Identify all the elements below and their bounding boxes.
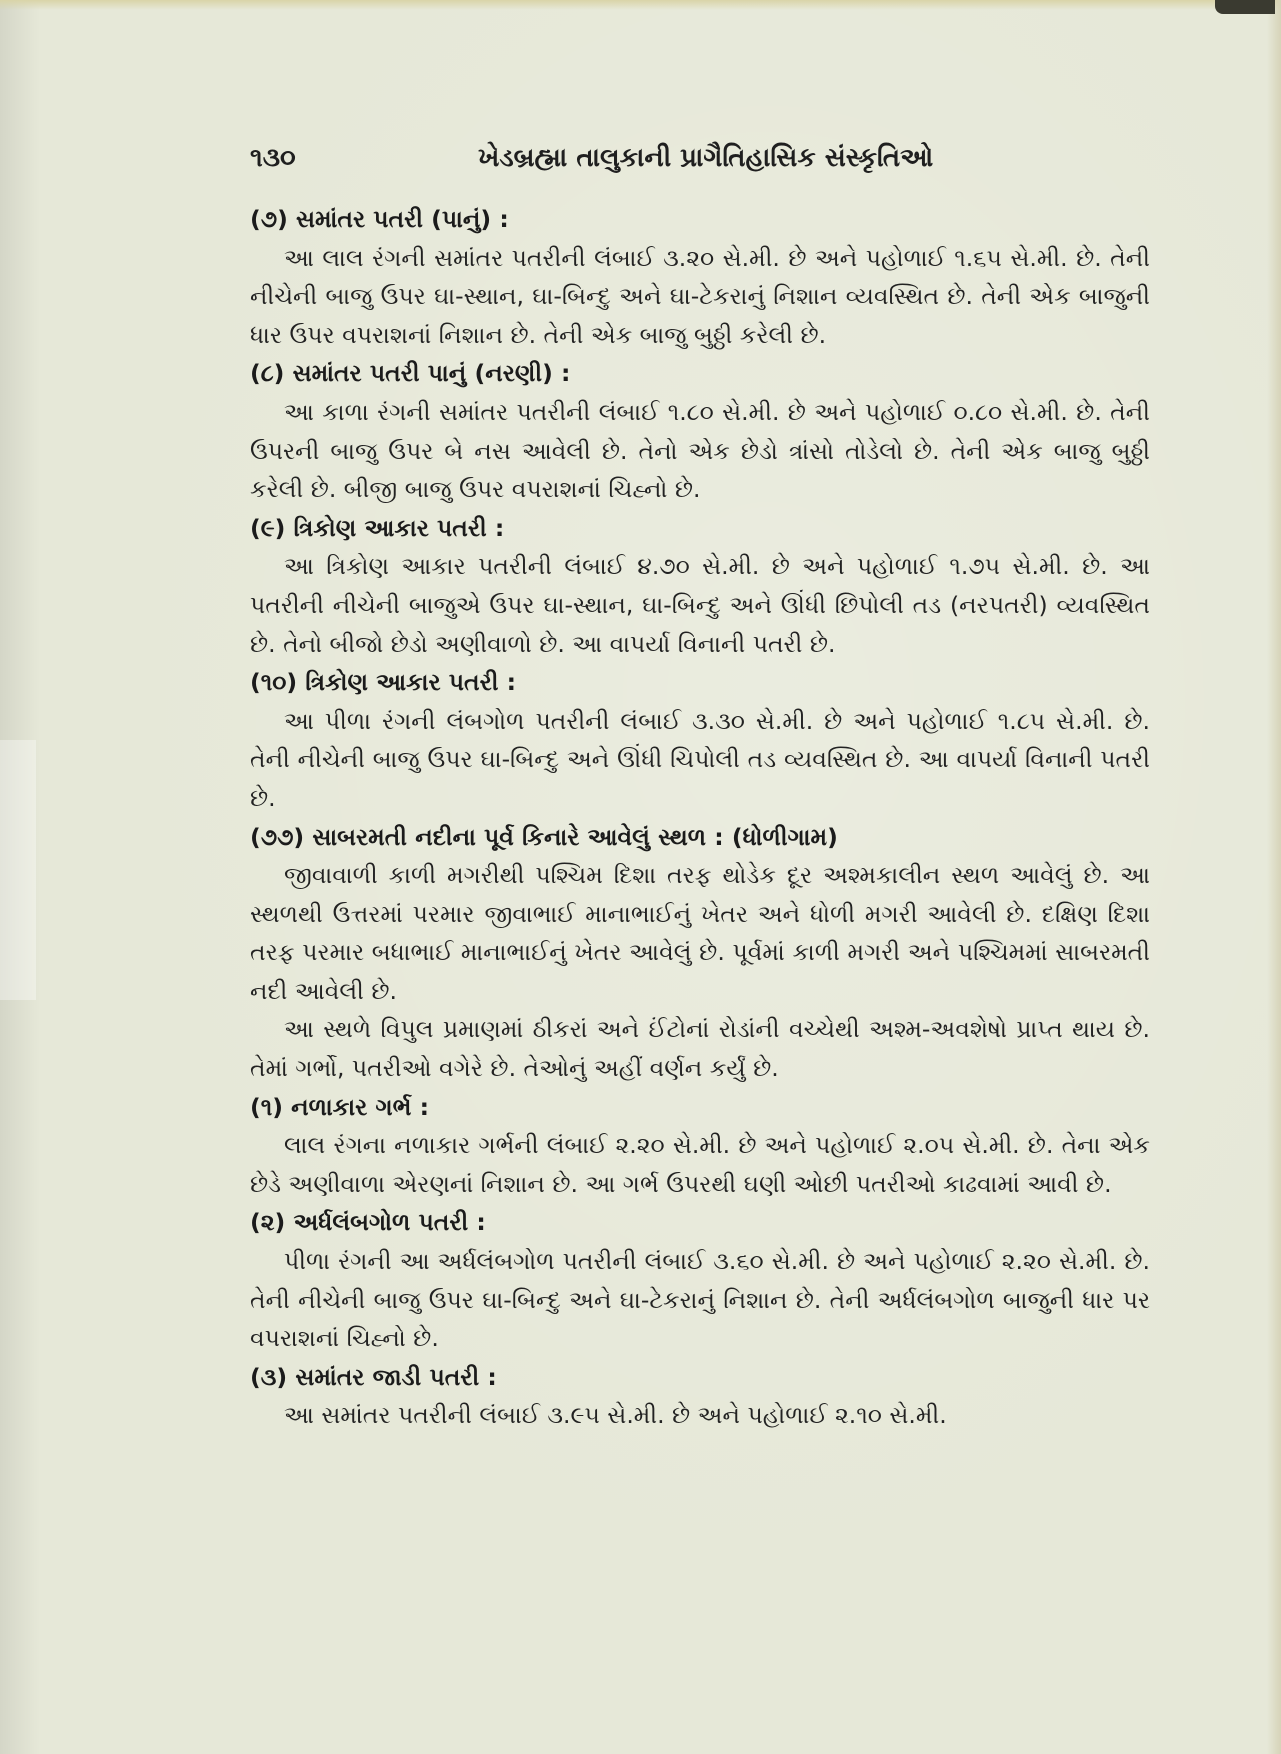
paragraph-10: આ પીળા રંગની લંબગોળ પતરીની લંબાઈ ૩.૩૦ સે.મી. છે અને પહોળાઈ ૧.૮૫ સે.મી. છે. તેની નીચેની બાજુ ઉપર ઘા-બિન્દુ અને ઊંધી ચિપોલી તડ વ્યવસ્થિત છે. આ વાપર્યા વિનાની પતરી છે. [250, 706, 1150, 812]
page-corner-mark [1215, 0, 1275, 14]
section-heading-10: (૧૦) ત્રિકોણ આકાર પતરી : [250, 668, 517, 697]
paragraph-9: આ ત્રિકોણ આકાર પતરીની લંબાઈ ૪.૭૦ સે.મી. છે અને પહોળાઈ ૧.૭૫ સે.મી. છે. આ પતરીની નીચેની બાજુએ ઉપર ઘા-સ્થાન, ઘા-બિન્દુ અને ઊંધી છિપોલી તડ (નરપતરી) વ્યવસ્થિત છે. તેનો બીજો છેડો અણીવાળો છે. આ વાપર્યા વિનાની પતરી છે. [250, 552, 1150, 658]
section-heading-8: (૮) સમાંતર પતરી પાનું (નરણી) : [250, 359, 571, 388]
section-heading-3: (૩) સમાંતર જાડી પતરી : [250, 1362, 497, 1391]
page-edge-top [0, 0, 1281, 10]
page-edge-right [1267, 0, 1281, 1754]
paragraph-7: આ લાલ રંગની સમાંતર પતરીની લંબાઈ ૩.૨૦ સે.મી. છે અને પહોળાઈ ૧.૬૫ સે.મી. છે. તેની નીચેની બાજુ ઉપર ઘા-સ્થાન, ઘા-બિન્દુ અને ઘા-ટેકરાનું નિશાન વ્યવસ્થિત છે. તેની એક બાજુની ધાર ઉપર વપરાશનાં નિશાન છે. તેની એક બાજુ બુઠ્ઠી કરેલી છે. [250, 243, 1150, 349]
paragraph-2: પીળા રંગની આ અર્ધલંબગોળ પતરીની લંબાઈ ૩.૬૦ સે.મી. છે અને પહોળાઈ ૨.૨૦ સે.મી. છે. તેની નીચેની બાજુ ઉપર ઘા-બિન્દુ અને ઘા-ટેકરાનું નિશાન છે. તેની અર્ધલંબગોળ બાજુની ધાર પર વપરાશનાં ચિહ્નો છે. [250, 1247, 1150, 1353]
section-heading-2: (૨) અર્ધલંબગોળ પતરી : [250, 1208, 486, 1237]
running-title: ખેડબ્રહ્મા તાલુકાની પ્રાગૈતિહાસિક સંસ્કૃતિઓ [478, 143, 934, 173]
site-heading-77: (૭૭) સાબરમતી નદીના પૂર્વ કિનારે આવેલું સ્થળ : (ધોળીગામ) [250, 822, 838, 851]
page-number: ૧૩૦ [250, 143, 296, 173]
page-header [250, 143, 1150, 183]
page-margin-highlight [0, 740, 36, 1000]
page-body [250, 200, 1150, 1435]
section-heading-1: (૧) નળાકાર ગર્ભ : [250, 1092, 429, 1121]
paragraph-8: આ કાળા રંગની સમાંતર પતરીની લંબાઈ ૧.૮૦ સે.મી. છે અને પહોળાઈ ૦.૮૦ સે.મી. છે. તેની ઉપરની બાજુ ઉપર બે નસ આવેલી છે. તેનો એક છેડો ત્રાંસો તોડેલો છે. તેની એક બાજુ બુઠ્ઠી કરેલી છે. બીજી બાજુ ઉપર વપરાશનાં ચિહ્નો છે. [250, 397, 1150, 504]
paragraph-1: લાલ રંગના નળાકાર ગર્ભની લંબાઈ ૨.૨૦ સે.મી. છે અને પહોળાઈ ૨.૦૫ સે.મી. છે. તેના એક છેડે અણીવાળા એરણનાં નિશાન છે. આ ગર્ભ ઉપરથી ઘણી ઓછી પતરીઓ કાઢવામાં આવી છે. [250, 1131, 1150, 1198]
paragraph-3: આ સમાંતર પતરીની લંબાઈ ૩.૯૫ સે.મી. છે અને પહોળાઈ ૨.૧૦ સે.મી. [284, 1401, 947, 1430]
paragraph-77-finds: આ સ્થળે વિપુલ પ્રમાણમાં ઠીકરાં અને ઈંટોનાં રોડાંની વચ્ચેથી અશ્મ-અવશેષો પ્રાપ્ત થાય છે. તેમાં ગર્ભો, પતરીઓ વગેરે છે. તેઓનું અહીં વર્ણન કર્યું છે. [250, 1015, 1150, 1083]
section-heading-9: (૯) ત્રિકોણ આકાર પતરી : [250, 513, 505, 542]
section-heading-7: (૭) સમાંતર પતરી (પાનું) : [250, 205, 509, 233]
paragraph-77-location: જીવાવાળી કાળી મગરીથી પશ્ચિમ દિશા તરફ થોડેક દૂર અશ્મકાલીન સ્થળ આવેલું છે. આ સ્થળથી ઉત્તરમાં પરમાર જીવાભાઈ માનાભાઈનું ખેતર અને ધોળી મગરી આવેલી છે. દક્ષિણ દિશા તરફ પરમાર બધાભાઈ માનાભાઈનું ખેતર આવેલું છે. પૂર્વમાં કાળી મગરી અને પશ્ચિમમાં સાબરમતી નદી આવેલી છે. [250, 861, 1150, 1005]
